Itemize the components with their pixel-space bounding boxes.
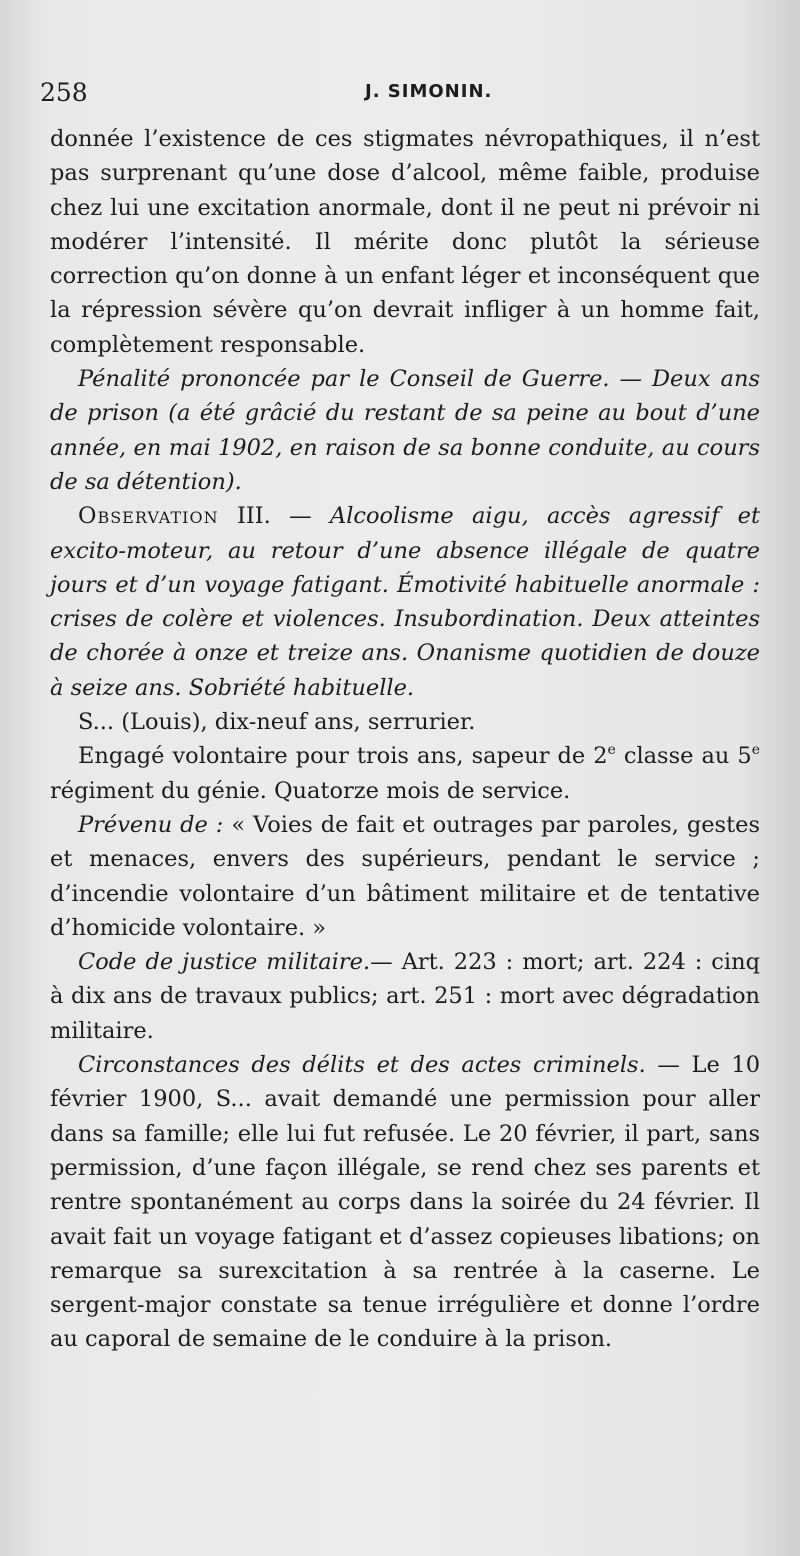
paragraph-military-code [50,945,760,1048]
observation-label: Observation [78,503,219,530]
paragraph-identity: S... (Louis), dix-neuf ans, serrurier. [78,709,476,736]
charges-text: « Voies de fait et outrages par paroles, gestes et menaces, envers des supérieurs, pendant le service ; d’incendie volontaire d’un bâtiment militaire et de tentative d’homicide volontaire. » [50,811,760,941]
paragraph-charges [50,808,760,945]
paragraph-penalty [50,362,760,499]
paragraph-responsibility: donnée l’existence de ces stigmates névropathiques, il n’est pas surprenant qu’une dose d’alcool, même faible, produise chez lui une excitation anormale, dont il ne peut ni prévoir ni modérer l’intensité. Il mérite donc plutôt la sérieuse correction qu’on donne à un enfant léger et inconséquent que la répression sévère qu’on devrait infliger à un homme fait, complètement responsable. [50,126,760,358]
page-header [40,78,760,110]
observation-numeral: III. [236,503,271,530]
military-code-label: Code de justice militaire. [78,949,371,976]
service-text-a: Engagé volontaire pour trois ans, sapeur de 2 [78,743,608,770]
penalty-text: Pénalité prononcée par le Conseil de Guerre. — Deux ans de prison (a été grâcié du restant de sa peine au bout d’une année, en mai 1902, en raison de sa bonne conduite, au cours de sa détention). [50,366,760,495]
page-number: 258 [40,78,88,107]
body-text [50,122,760,1357]
service-text-b: classe au 5 [615,743,752,770]
ordinal-sup-2: e [751,742,760,759]
running-title: J. SIMONIN. [365,81,493,102]
paragraph-service [50,739,760,808]
observation-summary: — Alcoolisme aigu, accès agressif et excito-moteur, au retour d’une absence illégale de quatre jours et d’un voyage fatigant. Émotivité habituelle anormale : crises de colère et violences. Insubordination. Deux atteintes de chorée à onze et treize ans. Onanisme quotidien de douze à seize ans. Sobriété habituelle. [50,503,760,701]
circumstances-label: Circonstances des délits et des actes criminels. [78,1052,646,1079]
paragraph-observation-heading [50,499,760,705]
ordinal-sup-1: e [607,742,616,759]
charges-label: Prévenu de : [78,811,224,838]
service-text-c: régiment du génie. Quatorze mois de service. [50,777,571,804]
military-code-text: — Art. 223 : mort; art. 224 : cinq à dix ans de travaux publics; art. 251 : mort avec dégradation militaire. [50,949,760,1044]
circumstances-text: — Le 10 février 1900, S... avait demandé une permission pour aller dans sa famille; elle lui fut refusée. Le 20 février, il part, sans permission, d’une façon illégale, se rend chez ses parents et rentre spontanément au corps dans la soirée du 24 février. Il avait fait un voyage fatigant et d’assez copieuses libations; on remarque sa surexcitation à sa rentrée à la caserne. Le sergent-major constate sa tenue irrégulière et donne l’ordre au caporal de semaine de le conduire à la prison. [50,1052,761,1353]
paragraph-circumstances [50,1048,760,1357]
